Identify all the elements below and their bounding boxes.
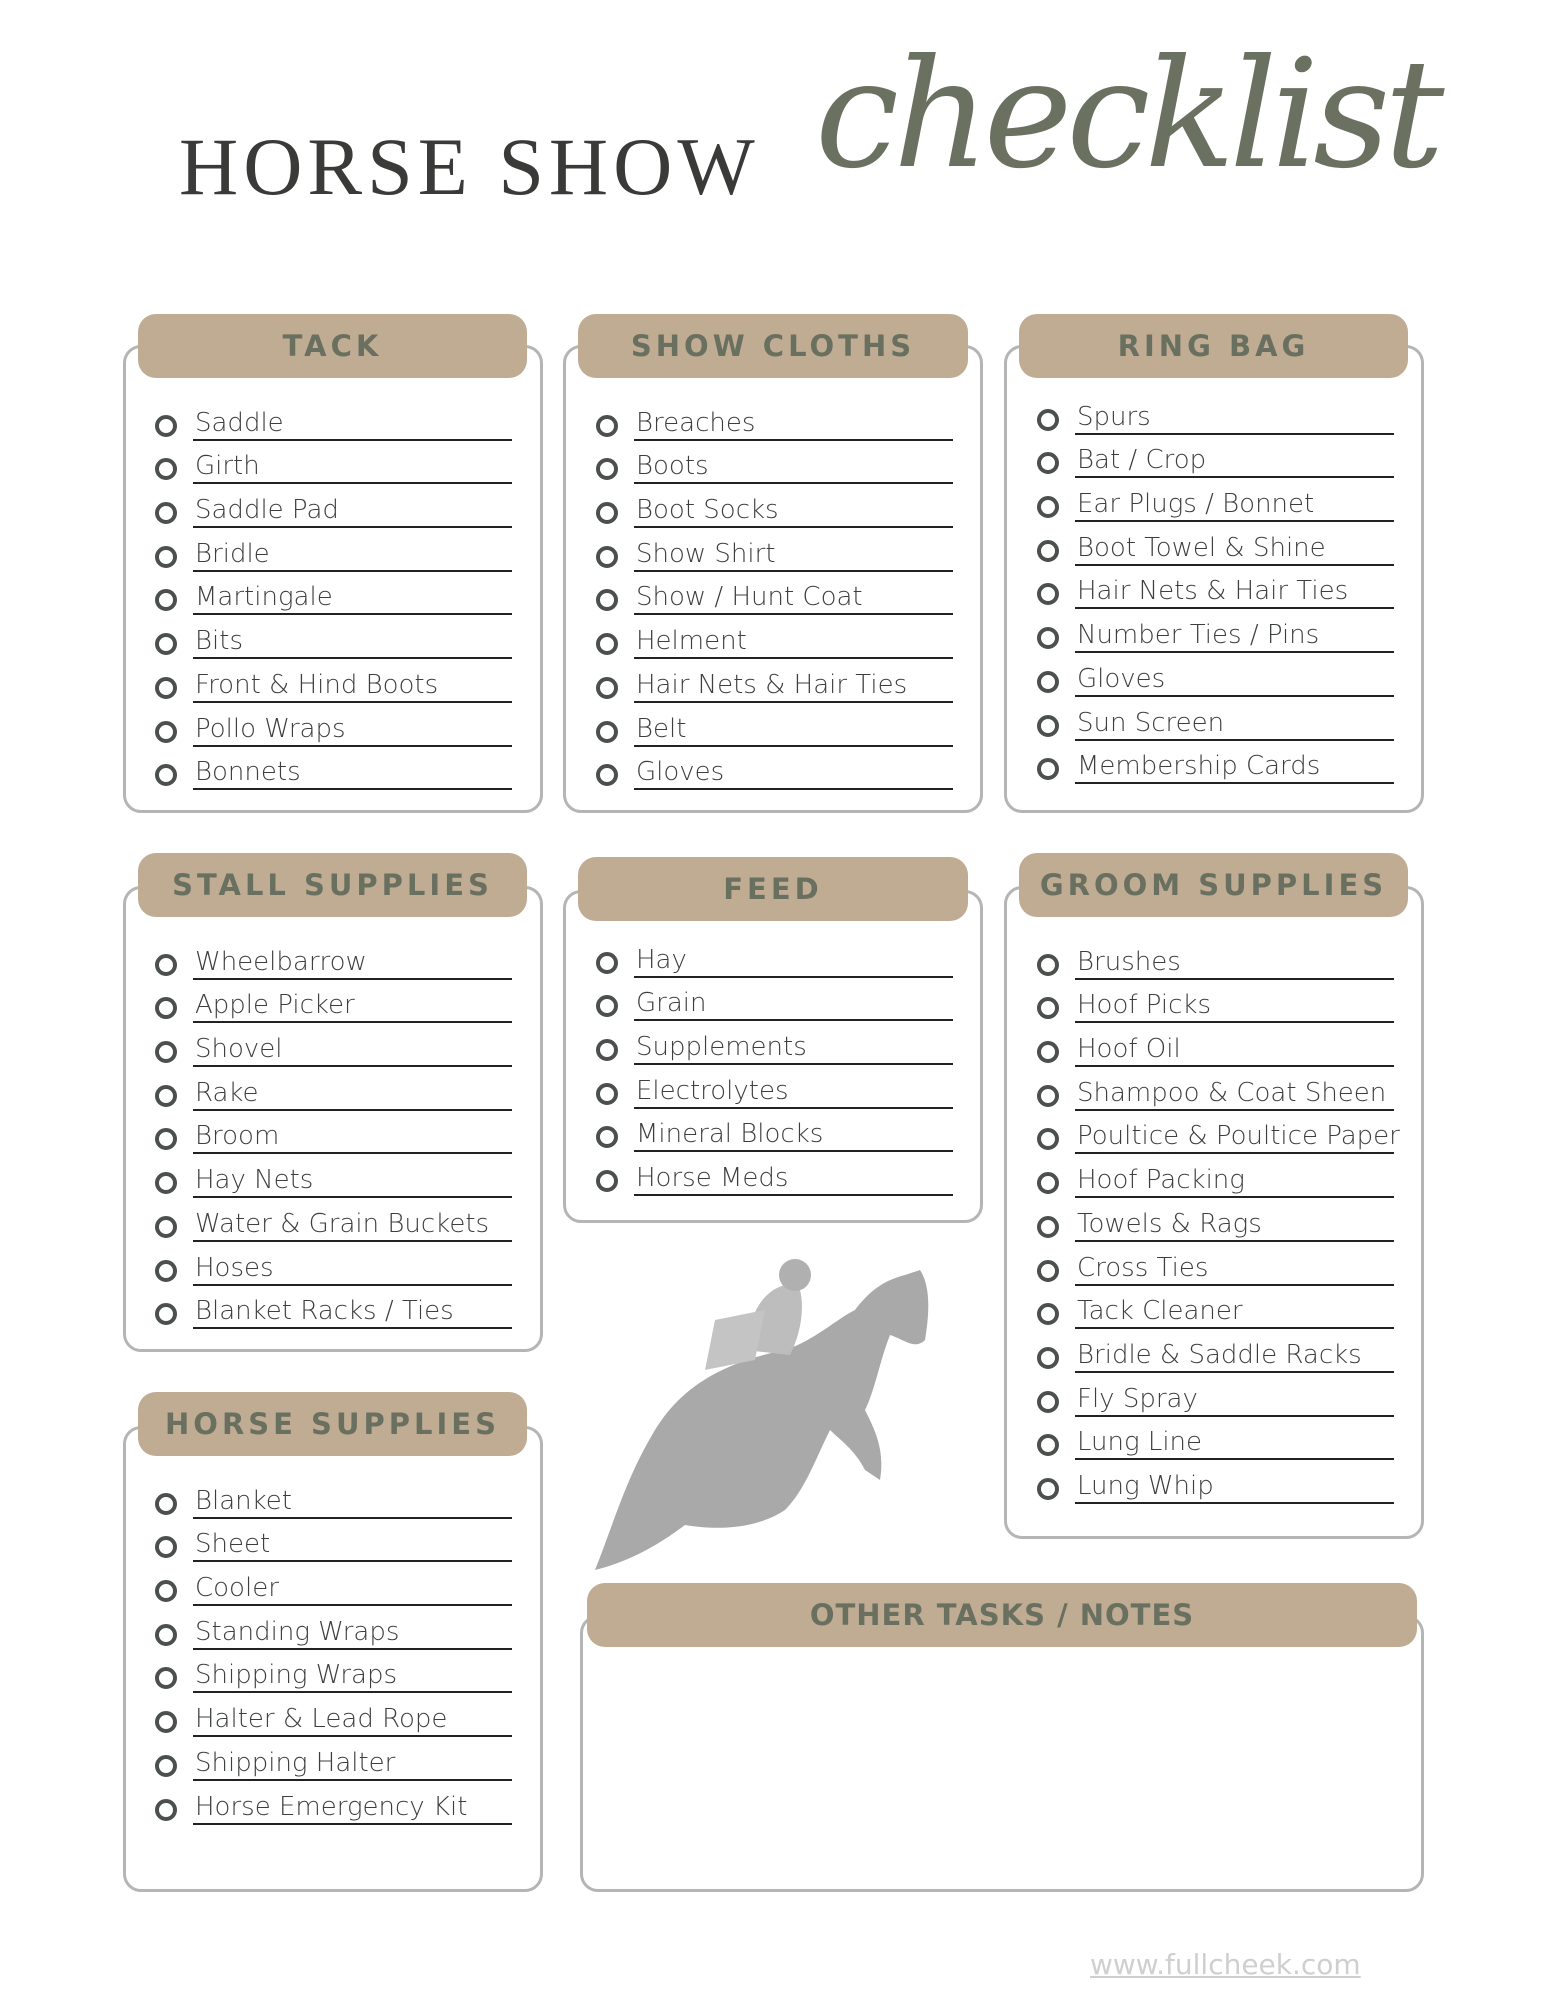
checklist-item-label: Tack Cleaner <box>1075 1295 1394 1329</box>
checkbox-circle-icon[interactable] <box>1037 1172 1059 1194</box>
checkbox-circle-icon[interactable] <box>155 1493 177 1515</box>
checkbox-circle-icon[interactable] <box>155 1667 177 1689</box>
groom-supplies-header: GROOM SUPPLIES <box>1019 853 1408 917</box>
checkbox-circle-icon[interactable] <box>1037 1303 1059 1325</box>
checkbox-circle-icon[interactable] <box>155 458 177 480</box>
checklist-item[interactable] <box>596 978 953 1022</box>
checklist-item-label: Helment <box>634 625 953 659</box>
checklist-item-label: Sun Screen <box>1075 707 1394 741</box>
checklist-item-label: Supplements <box>634 1031 953 1065</box>
checklist-item[interactable] <box>596 441 953 485</box>
checklist-item[interactable] <box>1037 653 1394 697</box>
checklist-item-label: Lung Line <box>1075 1426 1394 1460</box>
feed-header: FEED <box>578 857 968 921</box>
checkbox-circle-icon[interactable] <box>596 764 618 786</box>
stall-supplies-header: STALL SUPPLIES <box>138 853 527 917</box>
checkbox-circle-icon[interactable] <box>155 764 177 786</box>
checklist-item[interactable] <box>155 615 512 659</box>
checkbox-circle-icon[interactable] <box>155 954 177 976</box>
checkbox-circle-icon[interactable] <box>155 633 177 655</box>
checkbox-circle-icon[interactable] <box>155 1536 177 1558</box>
checkbox-circle-icon[interactable] <box>1037 452 1059 474</box>
checklist-item[interactable] <box>596 484 953 528</box>
checklist-item-label: Apple Picker <box>193 989 512 1023</box>
checklist-item-label: Bits <box>193 625 512 659</box>
checklist-item[interactable] <box>155 659 512 703</box>
checkbox-circle-icon[interactable] <box>155 721 177 743</box>
checkbox-circle-icon[interactable] <box>155 1580 177 1602</box>
checklist-item[interactable] <box>155 1650 512 1694</box>
checklist-item[interactable] <box>155 1067 512 1111</box>
checklist-item-label: Hoof Picks <box>1075 989 1394 1023</box>
checklist-item-label: Spurs <box>1075 401 1394 435</box>
checklist-item-label: Halter & Lead Rope <box>193 1703 512 1737</box>
checklist-item-label: Gloves <box>1075 663 1394 697</box>
checklist-item-label: Boot Socks <box>634 494 953 528</box>
ring-bag-list <box>1037 391 1394 784</box>
checklist-item-label: Boot Towel & Shine <box>1075 532 1394 566</box>
checkbox-circle-icon[interactable] <box>155 1755 177 1777</box>
checklist-item[interactable] <box>155 441 512 485</box>
checkbox-circle-icon[interactable] <box>155 1216 177 1238</box>
checklist-item[interactable] <box>596 615 953 659</box>
checklist-item[interactable] <box>596 1065 953 1109</box>
checklist-item-label: Gloves <box>634 756 953 790</box>
tack-list <box>155 397 512 790</box>
checklist-item[interactable] <box>596 934 953 978</box>
checkbox-circle-icon[interactable] <box>596 546 618 568</box>
checkbox-circle-icon[interactable] <box>596 1170 618 1192</box>
checklist-item[interactable] <box>155 747 512 791</box>
checkbox-circle-icon[interactable] <box>155 502 177 524</box>
checklist-item-label: Show / Hunt Coat <box>634 581 953 615</box>
tack-header: TACK <box>138 314 527 378</box>
checklist-item[interactable] <box>1037 435 1394 479</box>
checkbox-circle-icon[interactable] <box>1037 1391 1059 1413</box>
checklist-item-label: Blanket Racks / Ties <box>193 1295 512 1329</box>
checklist-item-label: Wheelbarrow <box>193 946 512 980</box>
checklist-item-label: Saddle Pad <box>193 494 512 528</box>
checklist-item-label: Hay Nets <box>193 1164 512 1198</box>
checklist-item-label: Hair Nets & Hair Ties <box>1075 575 1394 609</box>
checklist-item[interactable] <box>1037 1286 1394 1330</box>
checkbox-circle-icon[interactable] <box>1037 1041 1059 1063</box>
checkbox-circle-icon[interactable] <box>1037 583 1059 605</box>
checkbox-circle-icon[interactable] <box>1037 997 1059 1019</box>
checklist-item[interactable] <box>1037 1154 1394 1198</box>
checklist-item-label: Brushes <box>1075 946 1394 980</box>
checkbox-circle-icon[interactable] <box>155 415 177 437</box>
groom-supplies-list <box>1037 936 1400 1504</box>
checklist-item[interactable] <box>596 528 953 572</box>
checklist-item-label: Belt <box>634 713 953 747</box>
checklist-item-label: Poultice & Poultice Paper <box>1075 1120 1394 1154</box>
checklist-item-label: Horse Emergency Kit <box>193 1791 512 1825</box>
checklist-item[interactable] <box>596 703 953 747</box>
checklist-item[interactable] <box>1037 478 1394 522</box>
checkbox-circle-icon[interactable] <box>596 952 618 974</box>
checklist-item-label: Towels & Rags <box>1075 1208 1394 1242</box>
page-title: HORSE SHOW <box>179 121 760 212</box>
checkbox-circle-icon[interactable] <box>1037 627 1059 649</box>
checklist-item[interactable] <box>155 1519 512 1563</box>
checklist-item-label: Front & Hind Boots <box>193 669 512 703</box>
checkbox-circle-icon[interactable] <box>155 1711 177 1733</box>
checklist-item[interactable] <box>155 703 512 747</box>
checkbox-circle-icon[interactable] <box>155 1128 177 1150</box>
checkbox-circle-icon[interactable] <box>1037 1085 1059 1107</box>
checklist-item[interactable] <box>155 397 512 441</box>
checkbox-circle-icon[interactable] <box>1037 715 1059 737</box>
checklist-item[interactable] <box>155 1475 512 1519</box>
checklist-item[interactable] <box>1037 1067 1394 1111</box>
horse-jumper-illustration <box>585 1230 955 1580</box>
checkbox-circle-icon[interactable] <box>596 502 618 524</box>
checklist-item[interactable] <box>596 747 953 791</box>
horse-supplies-header: HORSE SUPPLIES <box>138 1392 527 1456</box>
checkbox-circle-icon[interactable] <box>596 589 618 611</box>
checkbox-circle-icon[interactable] <box>155 1172 177 1194</box>
checklist-item[interactable] <box>1037 741 1394 785</box>
page-title-script: checklist <box>815 28 1439 202</box>
checklist-item-label: Ear Plugs / Bonnet <box>1075 488 1394 522</box>
checkbox-circle-icon[interactable] <box>596 458 618 480</box>
checklist-item[interactable] <box>1037 980 1394 1024</box>
checklist-item-label: Lung Whip <box>1075 1470 1394 1504</box>
checklist-item[interactable] <box>1037 936 1394 980</box>
checkbox-circle-icon[interactable] <box>1037 758 1059 780</box>
checkbox-circle-icon[interactable] <box>596 1083 618 1105</box>
checklist-item-label: Shovel <box>193 1033 512 1067</box>
checkbox-circle-icon[interactable] <box>155 589 177 611</box>
checklist-item-label: Shampoo & Coat Sheen <box>1075 1077 1394 1111</box>
checkbox-circle-icon[interactable] <box>155 677 177 699</box>
checklist-item-label: Martingale <box>193 581 512 615</box>
checklist-item-label: Hair Nets & Hair Ties <box>634 669 953 703</box>
checklist-item-label: Hoof Packing <box>1075 1164 1394 1198</box>
checklist-item-label: Cooler <box>193 1572 512 1606</box>
checkbox-circle-icon[interactable] <box>1037 1478 1059 1500</box>
checklist-item[interactable] <box>1037 1242 1394 1286</box>
checklist-item-label: Grain <box>634 987 953 1021</box>
checkbox-circle-icon[interactable] <box>1037 496 1059 518</box>
checklist-item-label: Water & Grain Buckets <box>193 1208 512 1242</box>
checklist-item-label: Mineral Blocks <box>634 1118 953 1152</box>
checklist-item[interactable] <box>1037 609 1394 653</box>
checklist-item-label: Shipping Wraps <box>193 1659 512 1693</box>
checkbox-circle-icon[interactable] <box>1037 1347 1059 1369</box>
checklist-item-label: Rake <box>193 1077 512 1111</box>
checklist-item[interactable] <box>1037 391 1394 435</box>
checkbox-circle-icon[interactable] <box>155 997 177 1019</box>
checkbox-circle-icon[interactable] <box>1037 1128 1059 1150</box>
checkbox-circle-icon[interactable] <box>596 721 618 743</box>
checklist-item[interactable] <box>155 1198 512 1242</box>
checklist-item[interactable] <box>1037 697 1394 741</box>
checkbox-circle-icon[interactable] <box>1037 954 1059 976</box>
checkbox-circle-icon[interactable] <box>155 1260 177 1282</box>
checkbox-circle-icon[interactable] <box>155 1303 177 1325</box>
checklist-item[interactable] <box>596 572 953 616</box>
checklist-item[interactable] <box>596 659 953 703</box>
ring-bag-header: RING BAG <box>1019 314 1408 378</box>
checklist-item-label: Fly Spray <box>1075 1383 1394 1417</box>
checkbox-circle-icon[interactable] <box>596 1039 618 1061</box>
checklist-item[interactable] <box>1037 566 1394 610</box>
checklist-item[interactable] <box>1037 1023 1394 1067</box>
checklist-item-label: Hoof Oil <box>1075 1033 1394 1067</box>
notes-panel[interactable] <box>580 1615 1424 1892</box>
checkbox-circle-icon[interactable] <box>596 415 618 437</box>
checklist-item-label: Cross Ties <box>1075 1252 1394 1286</box>
checklist-item-label: Number Ties / Pins <box>1075 619 1394 653</box>
checklist-item-label: Standing Wraps <box>193 1616 512 1650</box>
checklist-item[interactable] <box>1037 1417 1394 1461</box>
checklist-item[interactable] <box>155 1154 512 1198</box>
checklist-item[interactable] <box>155 1606 512 1650</box>
show-cloths-list <box>596 397 953 790</box>
checklist-item[interactable] <box>155 1693 512 1737</box>
checkbox-circle-icon[interactable] <box>155 1085 177 1107</box>
checklist-item-label: Show Shirt <box>634 538 953 572</box>
checkbox-circle-icon[interactable] <box>596 633 618 655</box>
checkbox-circle-icon[interactable] <box>596 995 618 1017</box>
checkbox-circle-icon[interactable] <box>1037 1216 1059 1238</box>
checkbox-circle-icon[interactable] <box>1037 409 1059 431</box>
checklist-item-label: Broom <box>193 1120 512 1154</box>
checklist-item-label: Hay <box>634 944 953 978</box>
checklist-item[interactable] <box>1037 1329 1394 1373</box>
checklist-item-label: Electrolytes <box>634 1075 953 1109</box>
checklist-item[interactable] <box>1037 1460 1394 1504</box>
checklist-item[interactable] <box>155 1111 512 1155</box>
checklist-item-label: Girth <box>193 450 512 484</box>
checklist-item[interactable] <box>155 484 512 528</box>
checklist-item[interactable] <box>155 572 512 616</box>
checklist-item-label: Sheet <box>193 1528 512 1562</box>
checkbox-circle-icon[interactable] <box>1037 1434 1059 1456</box>
feed-list <box>596 934 953 1196</box>
checklist-item[interactable] <box>1037 1373 1394 1417</box>
checklist-item[interactable] <box>596 1152 953 1196</box>
website-link[interactable]: www.fullcheek.com <box>1090 1948 1361 1981</box>
checklist-item[interactable] <box>155 980 512 1024</box>
checklist-item-label: Shipping Halter <box>193 1747 512 1781</box>
checklist-item-label: Bridle <box>193 538 512 572</box>
checklist-item[interactable] <box>596 1021 953 1065</box>
checklist-item-label: Blanket <box>193 1485 512 1519</box>
checkbox-circle-icon[interactable] <box>155 1624 177 1646</box>
checklist-item-label: Membership Cards <box>1075 750 1394 784</box>
checkbox-circle-icon[interactable] <box>1037 540 1059 562</box>
checklist-item-label: Bridle & Saddle Racks <box>1075 1339 1394 1373</box>
stall-supplies-list <box>155 936 512 1329</box>
checkbox-circle-icon[interactable] <box>155 1041 177 1063</box>
checkbox-circle-icon[interactable] <box>155 546 177 568</box>
checklist-item-label: Bonnets <box>193 756 512 790</box>
checkbox-circle-icon[interactable] <box>596 1126 618 1148</box>
checklist-item[interactable] <box>155 1242 512 1286</box>
checklist-item-label: Bat / Crop <box>1075 444 1394 478</box>
checklist-item-label: Pollo Wraps <box>193 713 512 747</box>
checklist-item[interactable] <box>1037 1111 1400 1155</box>
checklist-item[interactable] <box>155 528 512 572</box>
checkbox-circle-icon[interactable] <box>596 677 618 699</box>
checklist-item-label: Boots <box>634 450 953 484</box>
checklist-item[interactable] <box>155 1286 512 1330</box>
checklist-item[interactable] <box>155 1737 512 1781</box>
checklist-item[interactable] <box>155 1023 512 1067</box>
checkbox-circle-icon[interactable] <box>1037 671 1059 693</box>
checkbox-circle-icon[interactable] <box>155 1799 177 1821</box>
checklist-item-label: Saddle <box>193 407 512 441</box>
checklist-item[interactable] <box>155 1562 512 1606</box>
checklist-item[interactable] <box>596 1109 953 1153</box>
checklist-item-label: Hoses <box>193 1252 512 1286</box>
checklist-item[interactable] <box>155 936 512 980</box>
checkbox-circle-icon[interactable] <box>1037 1260 1059 1282</box>
checklist-item-label: Breaches <box>634 407 953 441</box>
checklist-item[interactable] <box>155 1781 512 1825</box>
notes-header: OTHER TASKS / NOTES <box>587 1583 1417 1647</box>
checklist-item[interactable] <box>1037 1198 1394 1242</box>
horse-supplies-list <box>155 1475 512 1825</box>
checklist-item[interactable] <box>1037 522 1394 566</box>
checklist-item[interactable] <box>596 397 953 441</box>
checklist-item-label: Horse Meds <box>634 1162 953 1196</box>
show-cloths-header: SHOW CLOTHS <box>578 314 968 378</box>
